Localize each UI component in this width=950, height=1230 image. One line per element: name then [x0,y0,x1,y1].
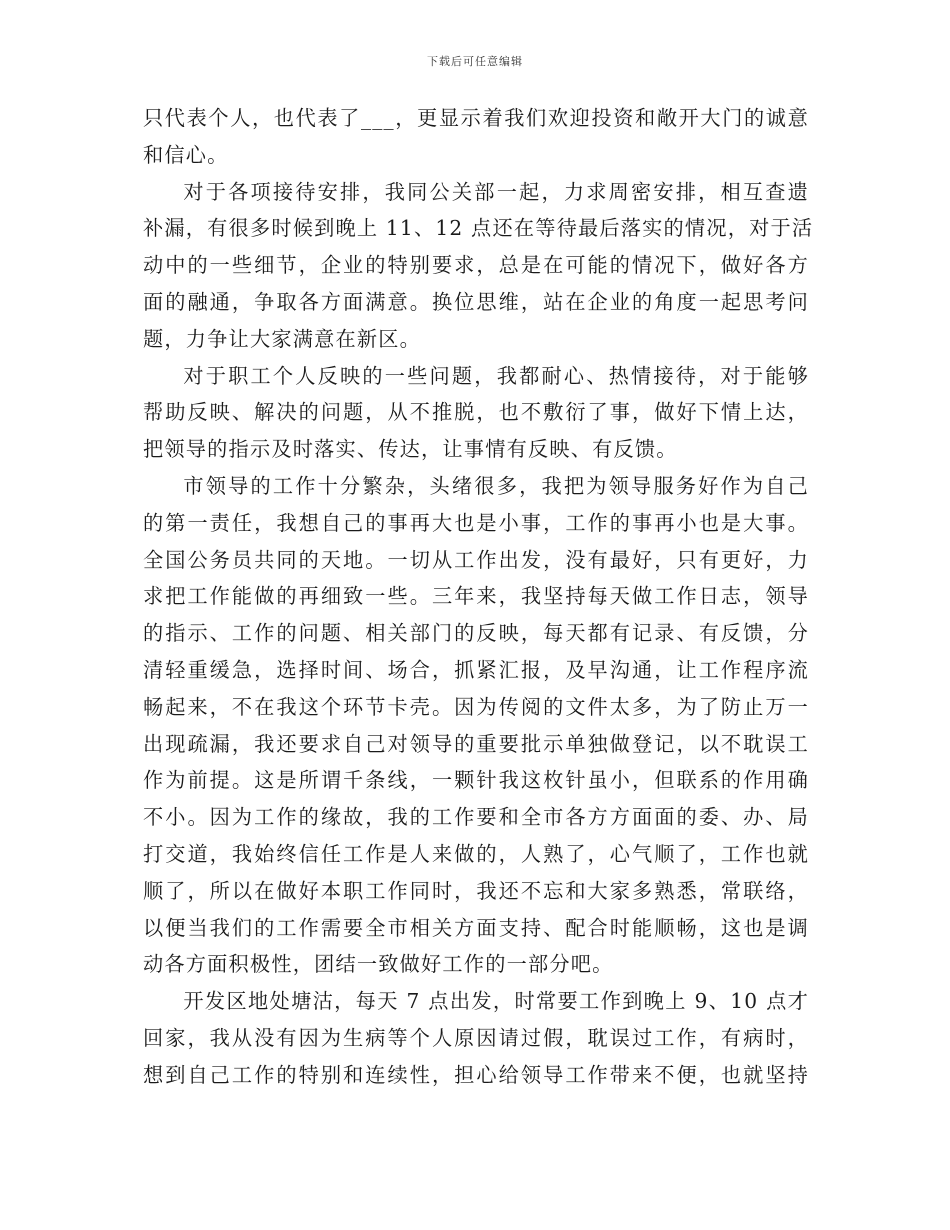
paragraph-line: 对于职工个人反映的一些问题，我都耐心、热情接待，对于能够 [183,363,809,388]
paragraph-line: 只代表个人，也代表了___，更显示着我们欢迎投资和敞开大门的诚意 [143,106,809,130]
paragraph-line: 的指示、工作的问题、相关部门的反映，每天都有记录、有反馈，分 [143,621,809,646]
paragraph [143,100,809,174]
paragraph-line: 市领导的工作十分繁杂，头绪很多，我把为领导服务好作为自己 [183,473,809,498]
paragraph-line: 对于各项接待安排，我同公关部一起，力求周密安排，相互查遗 [183,179,809,204]
paragraph-line: 动各方面积极性，团结一致做好工作的一部分吧。 [143,952,614,977]
paragraph-line: 动中的一些细节，企业的特别要求，总是在可能的情况下，做好各方 [143,253,809,278]
paragraph-line: 帮助反映、解决的问题，从不推脱，也不敷衍了事，做好下情上达， [143,400,809,425]
paragraph-line: 开发区地处塘沽，每天 7 点出发，时常要工作到晚上 9、10 点才 [183,989,809,1014]
paragraph-line: 和信心。 [143,142,229,167]
paragraph-line: 补漏，有很多时候到晚上 11、12 点还在等待最后落实的情况，对于活 [143,216,814,241]
paragraph-line: 清轻重缓急，选择时间、场合，抓紧汇报，及早沟通，让工作程序流 [143,657,809,682]
paragraph-line: 全国公务员共同的天地。一切从工作出发，没有最好，只有更好，力 [143,547,809,572]
paragraph-line: 想到自己工作的特别和连续性，担心给领导工作带来不便，也就坚持 [143,1062,809,1087]
paragraph [143,468,809,983]
paragraph-line: 作为前提。这是所谓千条线，一颗针我这枚针虽小，但联系的作用确 [143,768,809,793]
paragraph-line: 面的融通，争取各方面满意。换位思维，站在企业的角度一起思考问 [143,289,809,314]
paragraph [143,358,809,468]
paragraph-line: 打交道，我始终信任工作是人来做的，人熟了，心气顺了，工作也就 [143,841,809,866]
paragraph-line: 畅起来，不在我这个环节卡壳。因为传阅的文件太多，为了防止万一 [143,694,809,719]
paragraph-line: 的第一责任，我想自己的事再大也是小事，工作的事再小也是大事。 [143,510,809,535]
paragraph [143,174,814,358]
paragraph-line: 以便当我们的工作需要全市相关方面支持、配合时能顺畅，这也是调 [143,915,809,940]
document-body [143,100,814,1094]
paragraph-line: 不小。因为工作的缘故，我的工作要和全市各方方面面的委、办、局 [143,805,809,830]
paragraph-line: 回家，我从没有因为生病等个人原因请过假，耽误过工作，有病时， [143,1025,809,1050]
paragraph-line: 顺了，所以在做好本职工作同时，我还不忘和大家多熟悉，常联络， [143,878,809,903]
paragraph-line: 求把工作能做的再细致一些。三年来，我坚持每天做工作日志，领导 [143,584,809,609]
paragraph-line: 把领导的指示及时落实、传达，让事情有反映、有反馈。 [143,437,678,462]
paragraph [143,983,809,1093]
page-header: 下载后可任意编辑 [427,55,523,68]
paragraph-line: 题，力争让大家满意在新区。 [143,326,422,351]
paragraph-line: 出现疏漏，我还要求自己对领导的重要批示单独做登记，以不耽误工 [143,731,809,756]
